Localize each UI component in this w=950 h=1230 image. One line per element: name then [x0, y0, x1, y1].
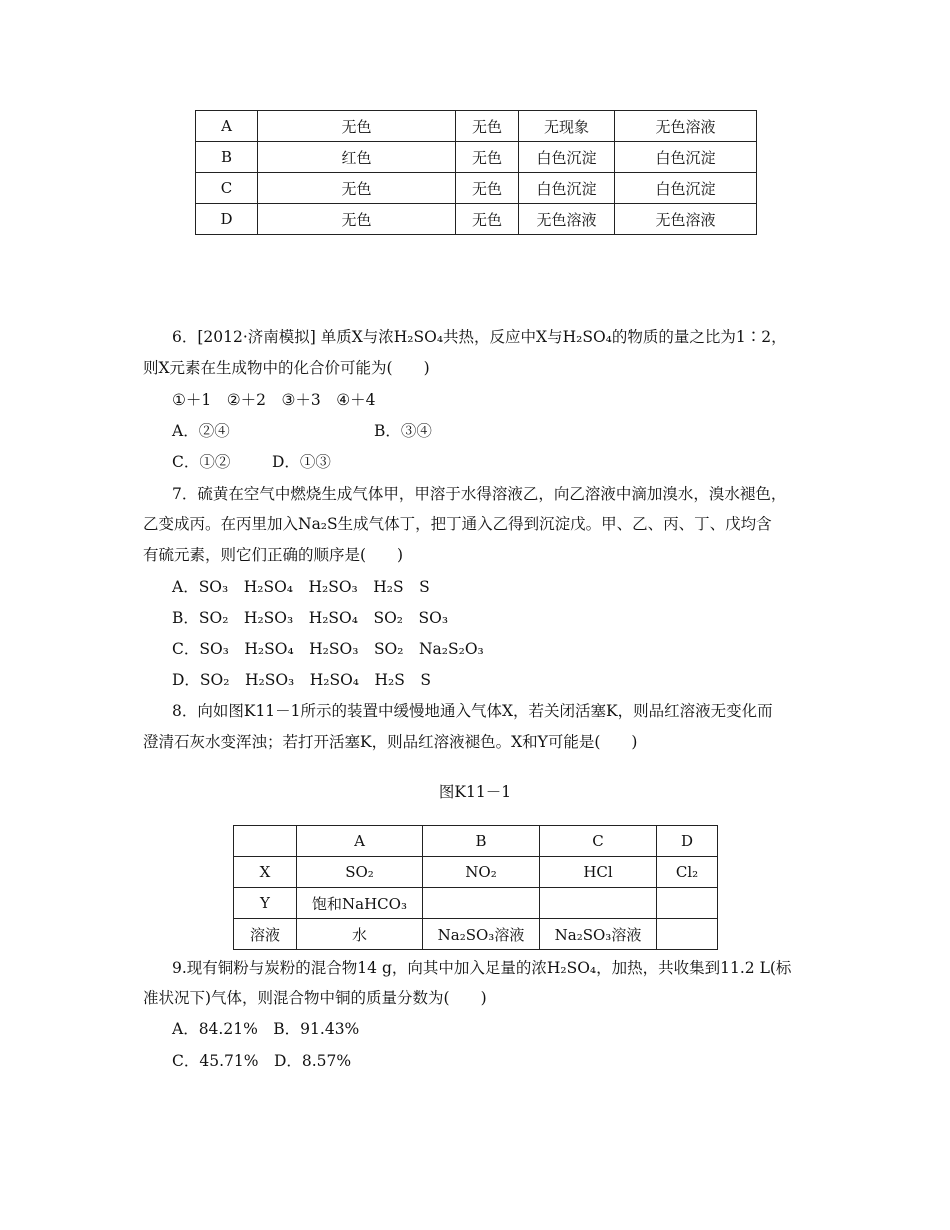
table-cell: 饱和NaHCO₃	[297, 888, 423, 919]
figure-caption: 图K11－1	[438, 783, 512, 801]
table-cell: 红色	[258, 142, 456, 173]
answer-table-2	[233, 825, 718, 950]
table-cell: A	[196, 111, 258, 142]
table-cell: D	[657, 826, 718, 857]
table-cell: A	[297, 826, 423, 857]
table-cell: NO₂	[423, 857, 540, 888]
table-cell	[657, 919, 718, 950]
table-cell	[423, 888, 540, 919]
q8-stem-line-1: 8．向如图K11－1所示的装置中缓慢地通入气体X，若关闭活塞K，则品红溶液无变化而	[172, 702, 773, 720]
q7-stem-line-2: 乙变成丙。在丙里加入Na₂S生成气体丁，把丁通入乙得到沉淀戊。甲、乙、丙、丁、戊均含	[143, 515, 772, 533]
q7-option-a: A．SO₃ H₂SO₄ H₂SO₃ H₂S S	[172, 578, 430, 596]
table-cell: B	[423, 826, 540, 857]
table-cell: 无色	[456, 173, 519, 204]
table-row	[196, 142, 757, 173]
table-cell: B	[196, 142, 258, 173]
table-cell: 无色	[258, 204, 456, 235]
q6-choices: ①＋1 ②＋2 ③＋3 ④＋4	[172, 391, 376, 409]
table-cell: 水	[297, 919, 423, 950]
q6-option-c: C．①②	[172, 453, 231, 471]
table-cell: 无色	[258, 173, 456, 204]
q6-option-a: A．②④	[172, 422, 230, 440]
table-cell: Na₂SO₃溶液	[540, 919, 657, 950]
table-cell: SO₂	[297, 857, 423, 888]
q9-stem-line-2: 准状况下)气体，则混合物中铜的质量分数为( )	[143, 989, 487, 1007]
table-cell: C	[540, 826, 657, 857]
table-cell	[657, 888, 718, 919]
table-cell: 无色溶液	[615, 204, 757, 235]
table-cell: Y	[234, 888, 297, 919]
table-cell: 溶液	[234, 919, 297, 950]
table-cell: 白色沉淀	[615, 142, 757, 173]
table-row	[196, 173, 757, 204]
table-cell: D	[196, 204, 258, 235]
table-row	[234, 919, 718, 950]
q6-option-d: D．①③	[272, 453, 331, 471]
q6-option-b: B．③④	[374, 422, 432, 440]
table-header-row	[234, 826, 718, 857]
table-cell: C	[196, 173, 258, 204]
table-cell: 白色沉淀	[519, 173, 615, 204]
table-cell: 无色溶液	[519, 204, 615, 235]
q6-stem-line-1: 6．[2012·济南模拟] 单质X与浓H₂SO₄共热，反应中X与H₂SO₄的物质的量之比为1∶2，	[172, 328, 787, 346]
table-row	[196, 111, 757, 142]
table-cell: 白色沉淀	[615, 173, 757, 204]
table-row	[234, 888, 718, 919]
table-cell: X	[234, 857, 297, 888]
q7-option-c: C．SO₃ H₂SO₄ H₂SO₃ SO₂ Na₂S₂O₃	[172, 640, 484, 658]
q9-options-cd: C．45.71% D．8.57%	[172, 1052, 352, 1070]
table-cell: Na₂SO₃溶液	[423, 919, 540, 950]
table-cell: Cl₂	[657, 857, 718, 888]
table-row	[234, 857, 718, 888]
q6-stem-line-2: 则X元素在生成物中的化合价可能为( )	[143, 359, 430, 377]
table-cell: 无色	[456, 111, 519, 142]
q9-stem-line-1: 9.现有铜粉与炭粉的混合物14 g，向其中加入足量的浓H₂SO₄，加热，共收集到11.2 L(标	[172, 959, 792, 977]
answer-table-1	[195, 110, 757, 235]
table-cell: 无色	[258, 111, 456, 142]
table-cell: 无色	[456, 142, 519, 173]
table-cell: 无色溶液	[615, 111, 757, 142]
table-cell: 白色沉淀	[519, 142, 615, 173]
q7-stem-line-1: 7．硫黄在空气中燃烧生成气体甲，甲溶于水得溶液乙，向乙溶液中滴加溴水，溴水褪色，	[172, 485, 787, 503]
q7-option-d: D．SO₂ H₂SO₃ H₂SO₄ H₂S S	[172, 671, 431, 689]
table-cell	[234, 826, 297, 857]
q8-stem-line-2: 澄清石灰水变浑浊；若打开活塞K，则品红溶液褪色。X和Y可能是( )	[143, 733, 638, 751]
table-cell	[540, 888, 657, 919]
q7-stem-line-3: 有硫元素，则它们正确的顺序是( )	[143, 546, 404, 564]
table-cell: HCl	[540, 857, 657, 888]
table-cell: 无现象	[519, 111, 615, 142]
table-cell: 无色	[456, 204, 519, 235]
table-row	[196, 204, 757, 235]
q9-options-ab: A．84.21% B．91.43%	[172, 1020, 360, 1038]
q7-option-b: B．SO₂ H₂SO₃ H₂SO₄ SO₂ SO₃	[172, 609, 449, 627]
